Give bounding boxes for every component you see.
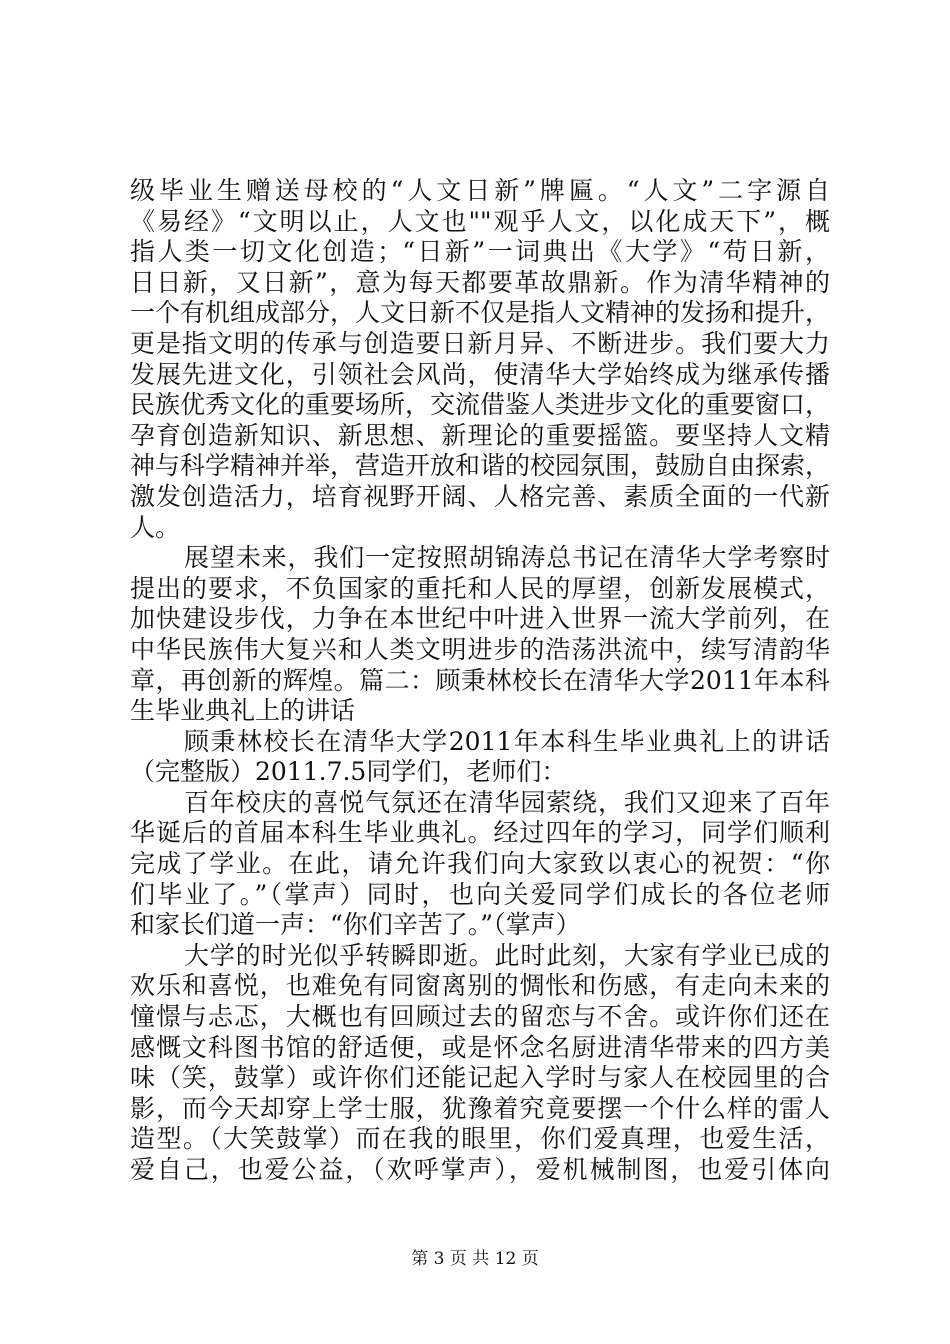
text-line: 顾秉林校长在清华大学2011年本科生毕业典礼上的讲话 bbox=[184, 726, 830, 756]
text-line: 更是指文明的传承与创造要日新月异、不断进步。我们要大力 bbox=[130, 328, 830, 358]
text-line: 章，再创新的辉煌。篇二：顾秉林校长在清华大学2011年本科 bbox=[130, 665, 830, 695]
text-line: 华诞后的首届本科生毕业典礼。经过四年的学习，同学们顺利 bbox=[130, 818, 830, 848]
text-line: 中华民族伟大复兴和人类文明进步的浩荡洪流中，续写清韵华 bbox=[130, 634, 830, 664]
text-line: 发展先进文化，引领社会风尚，使清华大学始终成为继承传播 bbox=[130, 359, 830, 389]
text-line: 造型。（大笑鼓掌）而在我的眼里，你们爱真理，也爱生活， bbox=[130, 1124, 830, 1154]
text-line: 提出的要求，不负国家的重托和人民的厚望，创新发展模式， bbox=[130, 573, 830, 603]
text-line: 生毕业典礼上的讲话 bbox=[130, 696, 356, 726]
text-line: 味（笑，鼓掌）或许你们还能记起入学时与家人在校园里的合 bbox=[130, 1063, 830, 1093]
text-line: 孕育创造新知识、新思想、新理论的重要摇篮。要坚持人文精 bbox=[130, 420, 830, 450]
text-line: 大学的时光似乎转瞬即逝。此时此刻，大家有学业已成的 bbox=[184, 940, 830, 970]
page-footer: 第 3 页 共 12 页 bbox=[411, 1249, 539, 1269]
text-line: 展望未来，我们一定按照胡锦涛总书记在清华大学考察时 bbox=[184, 543, 830, 573]
text-line: 民族优秀文化的重要场所，交流借鉴人类进步文化的重要窗口， bbox=[130, 390, 831, 420]
text-line: 欢乐和喜悦，也难免有同窗离别的惆怅和伤感，有走向未来的 bbox=[130, 971, 830, 1001]
text-line: 指人类一切文化创造；“日新”一词典出《大学》“苟日新， bbox=[130, 237, 830, 267]
text-line: 影，而今天却穿上学士服，犹豫着究竟要摆一个什么样的雷人 bbox=[130, 1093, 830, 1123]
text-line: 憧憬与忐忑，大概也有回顾过去的留恋与不舍。或许你们还在 bbox=[130, 1002, 830, 1032]
text-line: 日日新，又日新”，意为每天都要革故鼎新。作为清华精神的 bbox=[130, 267, 830, 297]
text-line: 级毕业生赠送母校的“人文日新”牌匾。“人文”二字源自 bbox=[130, 176, 830, 205]
text-line: 感慨文科图书馆的舒适便，或是怀念名厨进清华带来的四方美 bbox=[130, 1032, 830, 1062]
text-line: 神与科学精神并举，营造开放和谐的校园氛围，鼓励自由探索， bbox=[130, 451, 831, 481]
text-line: 们毕业了。”（掌声）同时，也向关爱同学们成长的各位老师 bbox=[130, 879, 830, 909]
text-line: 加快建设步伐，力争在本世纪中叶进入世界一流大学前列，在 bbox=[130, 604, 830, 634]
text-line: 完成了学业。在此，请允许我们向大家致以衷心的祝贺：“你 bbox=[130, 849, 830, 879]
text-line: 激发创造活力，培育视野开阔、人格完善、素质全面的一代新 bbox=[130, 481, 830, 511]
text-line: 人。 bbox=[130, 512, 181, 542]
text-line: 百年校庆的喜悦气氛还在清华园萦绕，我们又迎来了百年 bbox=[184, 787, 830, 817]
text-line: 和家长们道一声：“你们辛苦了。”（掌声） bbox=[130, 910, 581, 940]
text-line: 《易经》“文明以止，人文也""观乎人文，以化成天下”，概 bbox=[130, 206, 830, 236]
text-line: 一个有机组成部分，人文日新不仅是指人文精神的发扬和提升， bbox=[130, 298, 831, 328]
text-line: 爱自己，也爱公益，（欢呼掌声），爱机械制图，也爱引体向 bbox=[130, 1155, 830, 1184]
body-text bbox=[130, 176, 830, 1186]
text-line: （完整版）2011.7.5同学们，老师们： bbox=[130, 757, 567, 787]
